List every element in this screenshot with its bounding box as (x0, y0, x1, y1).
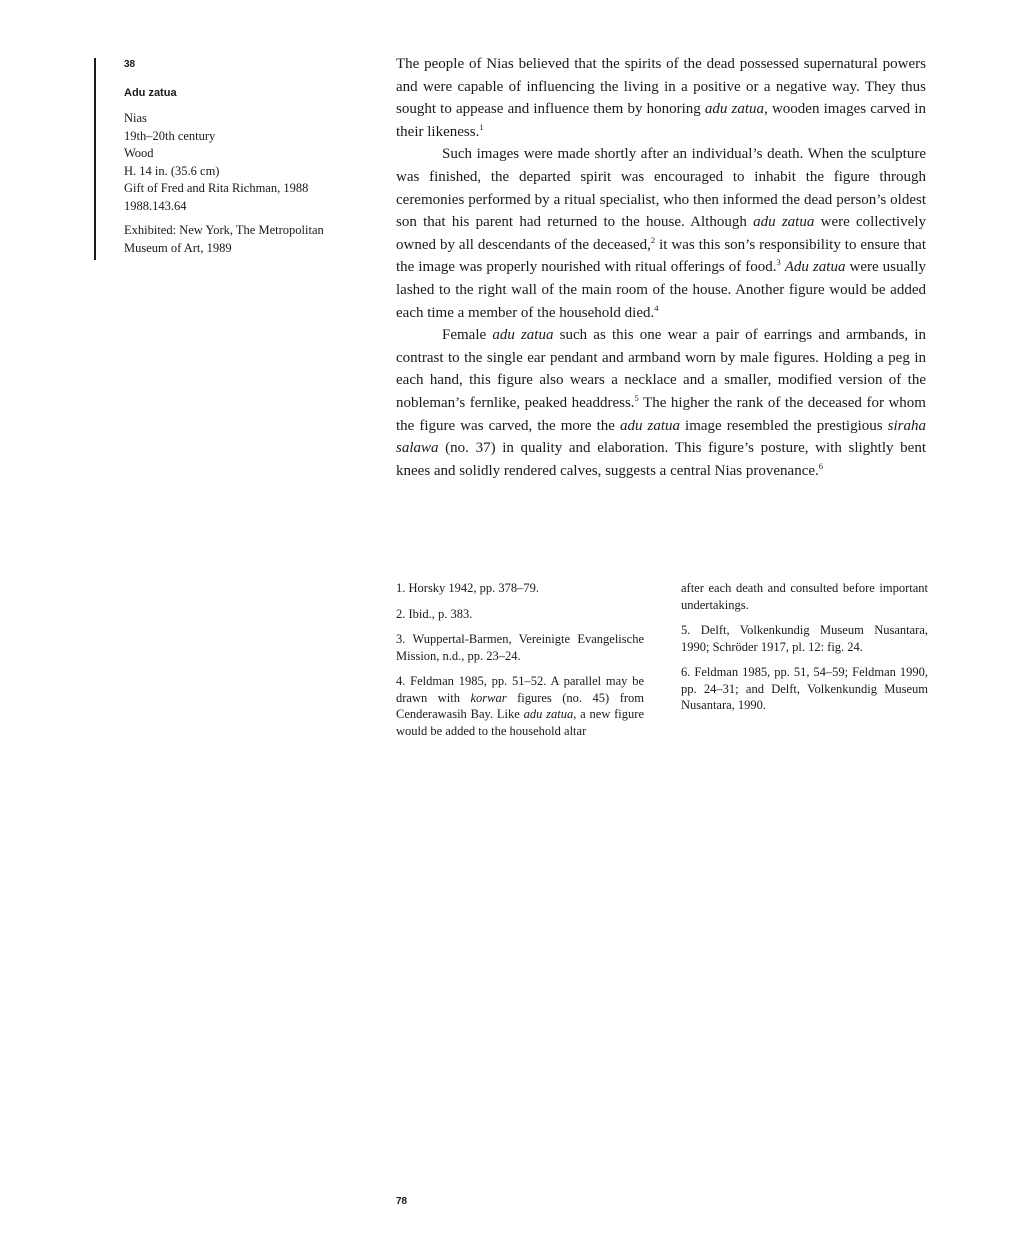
text-run: were collectively owned by all descendants of the deceased, (396, 214, 926, 253)
text-run: such as this one wear a pair of earrings and armbands, in contrast to the single ear pendant and armband worn by male figures. Holding a peg in each hand, this figure also wears a necklace and a smaller, modified version of the nobleman’s fernlike, peaked headdress. (396, 327, 926, 411)
italic-term: Adu zatua (784, 259, 846, 276)
meta-accession: 1988.143.64 (124, 198, 187, 213)
text-run: a new figure would be added to the household altar (396, 707, 644, 738)
paragraph (396, 53, 926, 143)
meta-dimensions: H. 14 in. (35.6 cm) (124, 163, 220, 178)
text-run: image resembled the prestigious (679, 417, 888, 434)
meta-date: 19th–20th century (124, 128, 216, 143)
catalog-entry-sidebar (124, 58, 354, 257)
text-run: The people of Nias believed that the spirits of the dead possessed supernatural powers and were capable of influencing the living in a positive or a negative way. They thus sought to appease and influence them by honoring (396, 56, 926, 118)
footnote (396, 631, 644, 664)
italic-term: korwar (470, 690, 507, 705)
meta-material: Wood (124, 146, 154, 160)
text-run: (no. 37) in quality and elaboration. This figure’s posture, with slightly bent knees and solidly rendered calves, suggests a central Nias provenance. (396, 440, 926, 479)
text-run: Female (442, 327, 493, 344)
footnote-ref: 6 (818, 460, 824, 471)
entry-number: 38 (124, 59, 136, 70)
paragraph (396, 324, 926, 482)
notes-column-left (396, 580, 644, 748)
footnote-ref: 5 (634, 392, 639, 403)
text-run: 5. Delft, Volkenkundig Museum Nusantara, 1990; Schröder 1917, pl. 12: fig. 24. (681, 623, 928, 654)
footnote (681, 580, 928, 613)
text-run: 1. Horsky 1942, pp. 378–79. (396, 581, 540, 595)
italic-term: adu zatua (619, 417, 680, 434)
notes-column-right (681, 580, 928, 723)
text-run: 4. Feldman 1985, pp. 51–52. A parallel may be drawn with (396, 674, 644, 705)
italic-term: adu zatua, (523, 707, 577, 721)
body-text (396, 53, 926, 482)
italic-term: adu zatua (492, 327, 554, 344)
exhibited-line: Exhibited: New York, The Metropolitan (124, 223, 324, 237)
object-metadata (124, 110, 354, 215)
footnote (396, 673, 644, 739)
footnote (681, 664, 928, 714)
text-run: The higher the rank of the deceased for whom the figure was carved, the more the (396, 394, 926, 434)
sidebar-rule (94, 58, 96, 260)
text-run: 3. Wuppertal-Barmen, Vereinigte Evangelische Mission, n.d., pp. 23–24. (396, 632, 644, 663)
footnote-ref: 3 (776, 257, 781, 268)
text-run: 2. Ibid., p. 383. (396, 606, 473, 621)
text-run: 6. Feldman 1985, pp. 51, 54–59; Feldman 1990, pp. 24–31; and Delft, Volkenkundig Museum Nusantara, 1990. (681, 665, 928, 712)
entry-title: Adu zatua (124, 87, 177, 99)
text-run: were usually lashed to the right wall of the main room of the house. Another figure would be added each time a member of the household died. (396, 259, 926, 321)
paragraph (396, 143, 926, 324)
text-run: it was this son’s responsibility to ensure that the image was properly nourished with ritual offerings of food. (396, 236, 927, 276)
text-run: Such images were made shortly after an individual’s death. When the sculpture was finished, the departed spirit was encouraged to inhabit the figure through ceremonies performed by a ritual specialist, who then informed the dead person’s oldest son that his parent had returned to the house. Although (396, 146, 926, 231)
footnote (396, 580, 644, 597)
footnote-ref: 1 (479, 121, 484, 132)
italic-term: adu zatua (704, 101, 765, 118)
exhibition-history (124, 222, 354, 257)
meta-credit: Gift of Fred and Rita Richman, 1988 (124, 181, 309, 195)
footnote-ref: 2 (650, 234, 656, 245)
text-run: , wooden images carved in their likeness. (396, 101, 926, 140)
meta-origin: Nias (124, 111, 147, 125)
footnote-ref: 4 (654, 302, 659, 313)
footnote (396, 606, 644, 623)
text-run: figures (no. 45) from Cenderawasih Bay. Like (396, 690, 644, 721)
exhibited-line: Museum of Art, 1989 (124, 240, 232, 255)
italic-term: siraha salawa (396, 417, 926, 457)
footnote (681, 622, 928, 655)
page-number: 78 (396, 1196, 408, 1207)
italic-term: adu zatua (753, 214, 815, 231)
text-run: after each death and consulted before important undertakings. (681, 581, 928, 612)
